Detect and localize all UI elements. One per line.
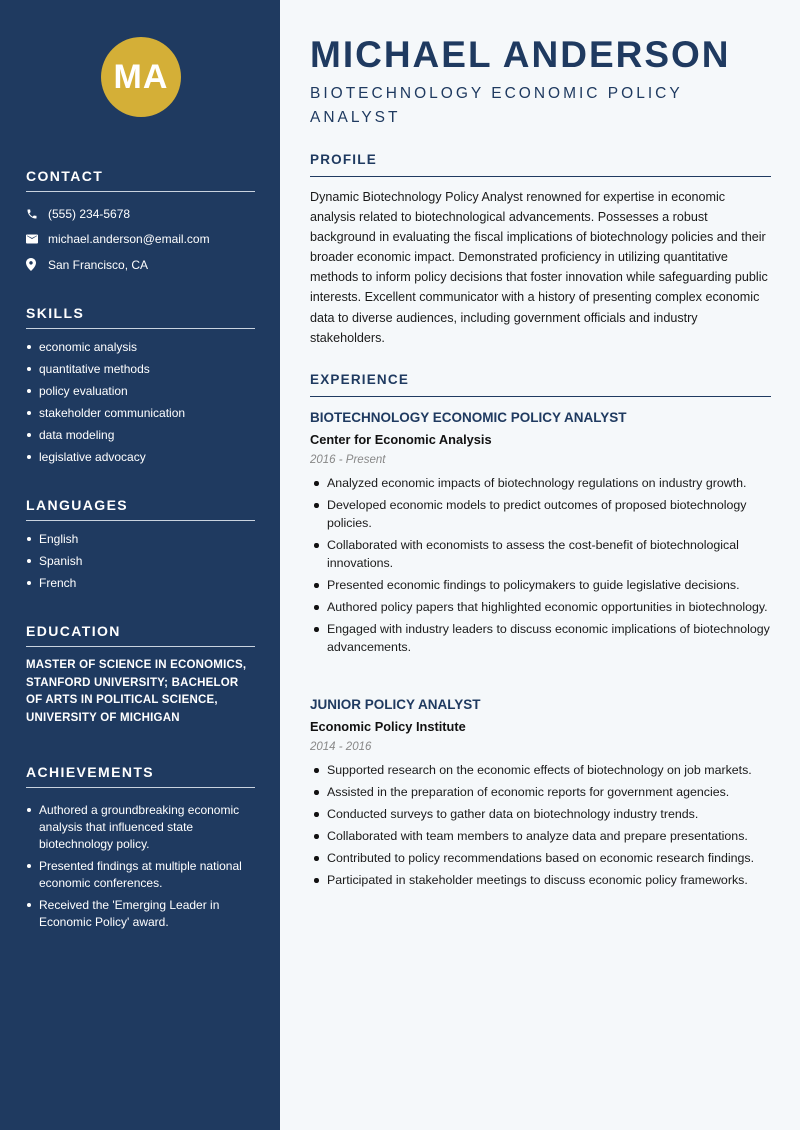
job-dates: 2016 - Present [310,454,386,466]
contact-location [26,252,255,278]
email-icon [26,234,48,244]
education-section [26,623,255,727]
languages-section [26,497,255,597]
profile-text: Dynamic Biotechnology Policy Analyst renowned for expertise in economic analysis related to biotechnological advancements. Possesses a robust background in evaluating the fiscal implications of biotechnology policies and their broader economic impact. Demonstrated proficiency in utilizing quantitative methods to inform policy decisions that foster innovation while safeguarding public interests. Excellent communicator with a history of presenting complex economic data to diverse audiences, including government officials and industry stakeholders. [310,190,768,345]
phone-icon [26,208,48,220]
achievement-item: Authored a groundbreaking economic analysis that influenced state biotechnology policy. [26,802,255,853]
achievements-heading: ACHIEVEMENTS [26,764,255,788]
avatar: MA [101,37,181,117]
experience-heading: EXPERIENCE [310,372,771,397]
experience-section [310,372,771,397]
skill-item: legislative advocacy [26,449,255,466]
language-item: Spanish [26,553,255,570]
skills-section [26,305,255,471]
sidebar [0,0,280,1130]
job-title: BIOTECHNOLOGY ECONOMIC POLICY ANALYST [310,410,627,425]
contact-phone[interactable] [26,201,255,227]
contact-location-text: San Francisco, CA [48,257,149,272]
language-item: French [26,575,255,592]
profile-heading: PROFILE [310,152,771,177]
job-bullet: Collaborated with economists to assess the cost-benefit of biotechnological innovations. [310,536,771,572]
contact-heading: CONTACT [26,168,255,192]
job-company: Economic Policy Institute [310,719,466,734]
contact-section [26,168,255,278]
job-title: JUNIOR POLICY ANALYST [310,697,481,712]
job-entry [310,410,771,660]
language-item: English [26,531,255,548]
education-text: MASTER OF SCIENCE IN ECONOMICS, STANFORD UNIVERSITY; BACHELOR OF ARTS IN POLITICAL SCIENCE, UNIVERSITY OF MICHIGAN [26,659,247,724]
job-bullet: Engaged with industry leaders to discuss economic implications of biotechnology advancements. [310,620,771,656]
job-bullet: Supported research on the economic effects of biotechnology on job markets. [310,761,771,779]
skills-heading: SKILLS [26,305,255,329]
skill-item: economic analysis [26,339,255,356]
job-dates: 2014 - 2016 [310,741,372,753]
achievements-section [26,764,255,936]
job-bullet: Participated in stakeholder meetings to discuss economic policy frameworks. [310,871,771,889]
languages-heading: LANGUAGES [26,497,255,521]
candidate-title: BIOTECHNOLOGY ECONOMIC POLICY ANALYST [310,85,683,126]
skill-item: stakeholder communication [26,405,255,422]
skill-item: quantitative methods [26,361,255,378]
job-bullet: Developed economic models to predict outcomes of proposed biotechnology policies. [310,496,771,532]
contact-phone-text: (555) 234-5678 [48,206,131,221]
profile-section [310,152,771,348]
contact-email[interactable] [26,227,255,253]
job-entry [310,697,771,893]
achievement-item: Received the 'Emerging Leader in Economic Policy' award. [26,897,255,931]
job-bullet: Authored policy papers that highlighted economic opportunities in biotechnology. [310,598,771,616]
job-company: Center for Economic Analysis [310,432,492,447]
job-bullet: Contributed to policy recommendations based on economic research findings. [310,849,771,867]
job-bullet: Assisted in the preparation of economic reports for government agencies. [310,783,771,801]
skill-item: policy evaluation [26,383,255,400]
location-pin-icon [26,258,48,271]
job-bullet: Conducted surveys to gather data on biotechnology industry trends. [310,805,771,823]
job-bullet: Analyzed economic impacts of biotechnology regulations on industry growth. [310,474,771,492]
achievement-item: Presented findings at multiple national economic conferences. [26,858,255,892]
job-bullet: Presented economic findings to policymakers to guide legislative decisions. [310,576,771,594]
skill-item: data modeling [26,427,255,444]
candidate-name: MICHAEL ANDERSON [310,34,731,75]
contact-email-text: michael.anderson@email.com [48,232,210,247]
education-heading: EDUCATION [26,623,255,647]
job-bullet: Collaborated with team members to analyze data and prepare presentations. [310,827,771,845]
